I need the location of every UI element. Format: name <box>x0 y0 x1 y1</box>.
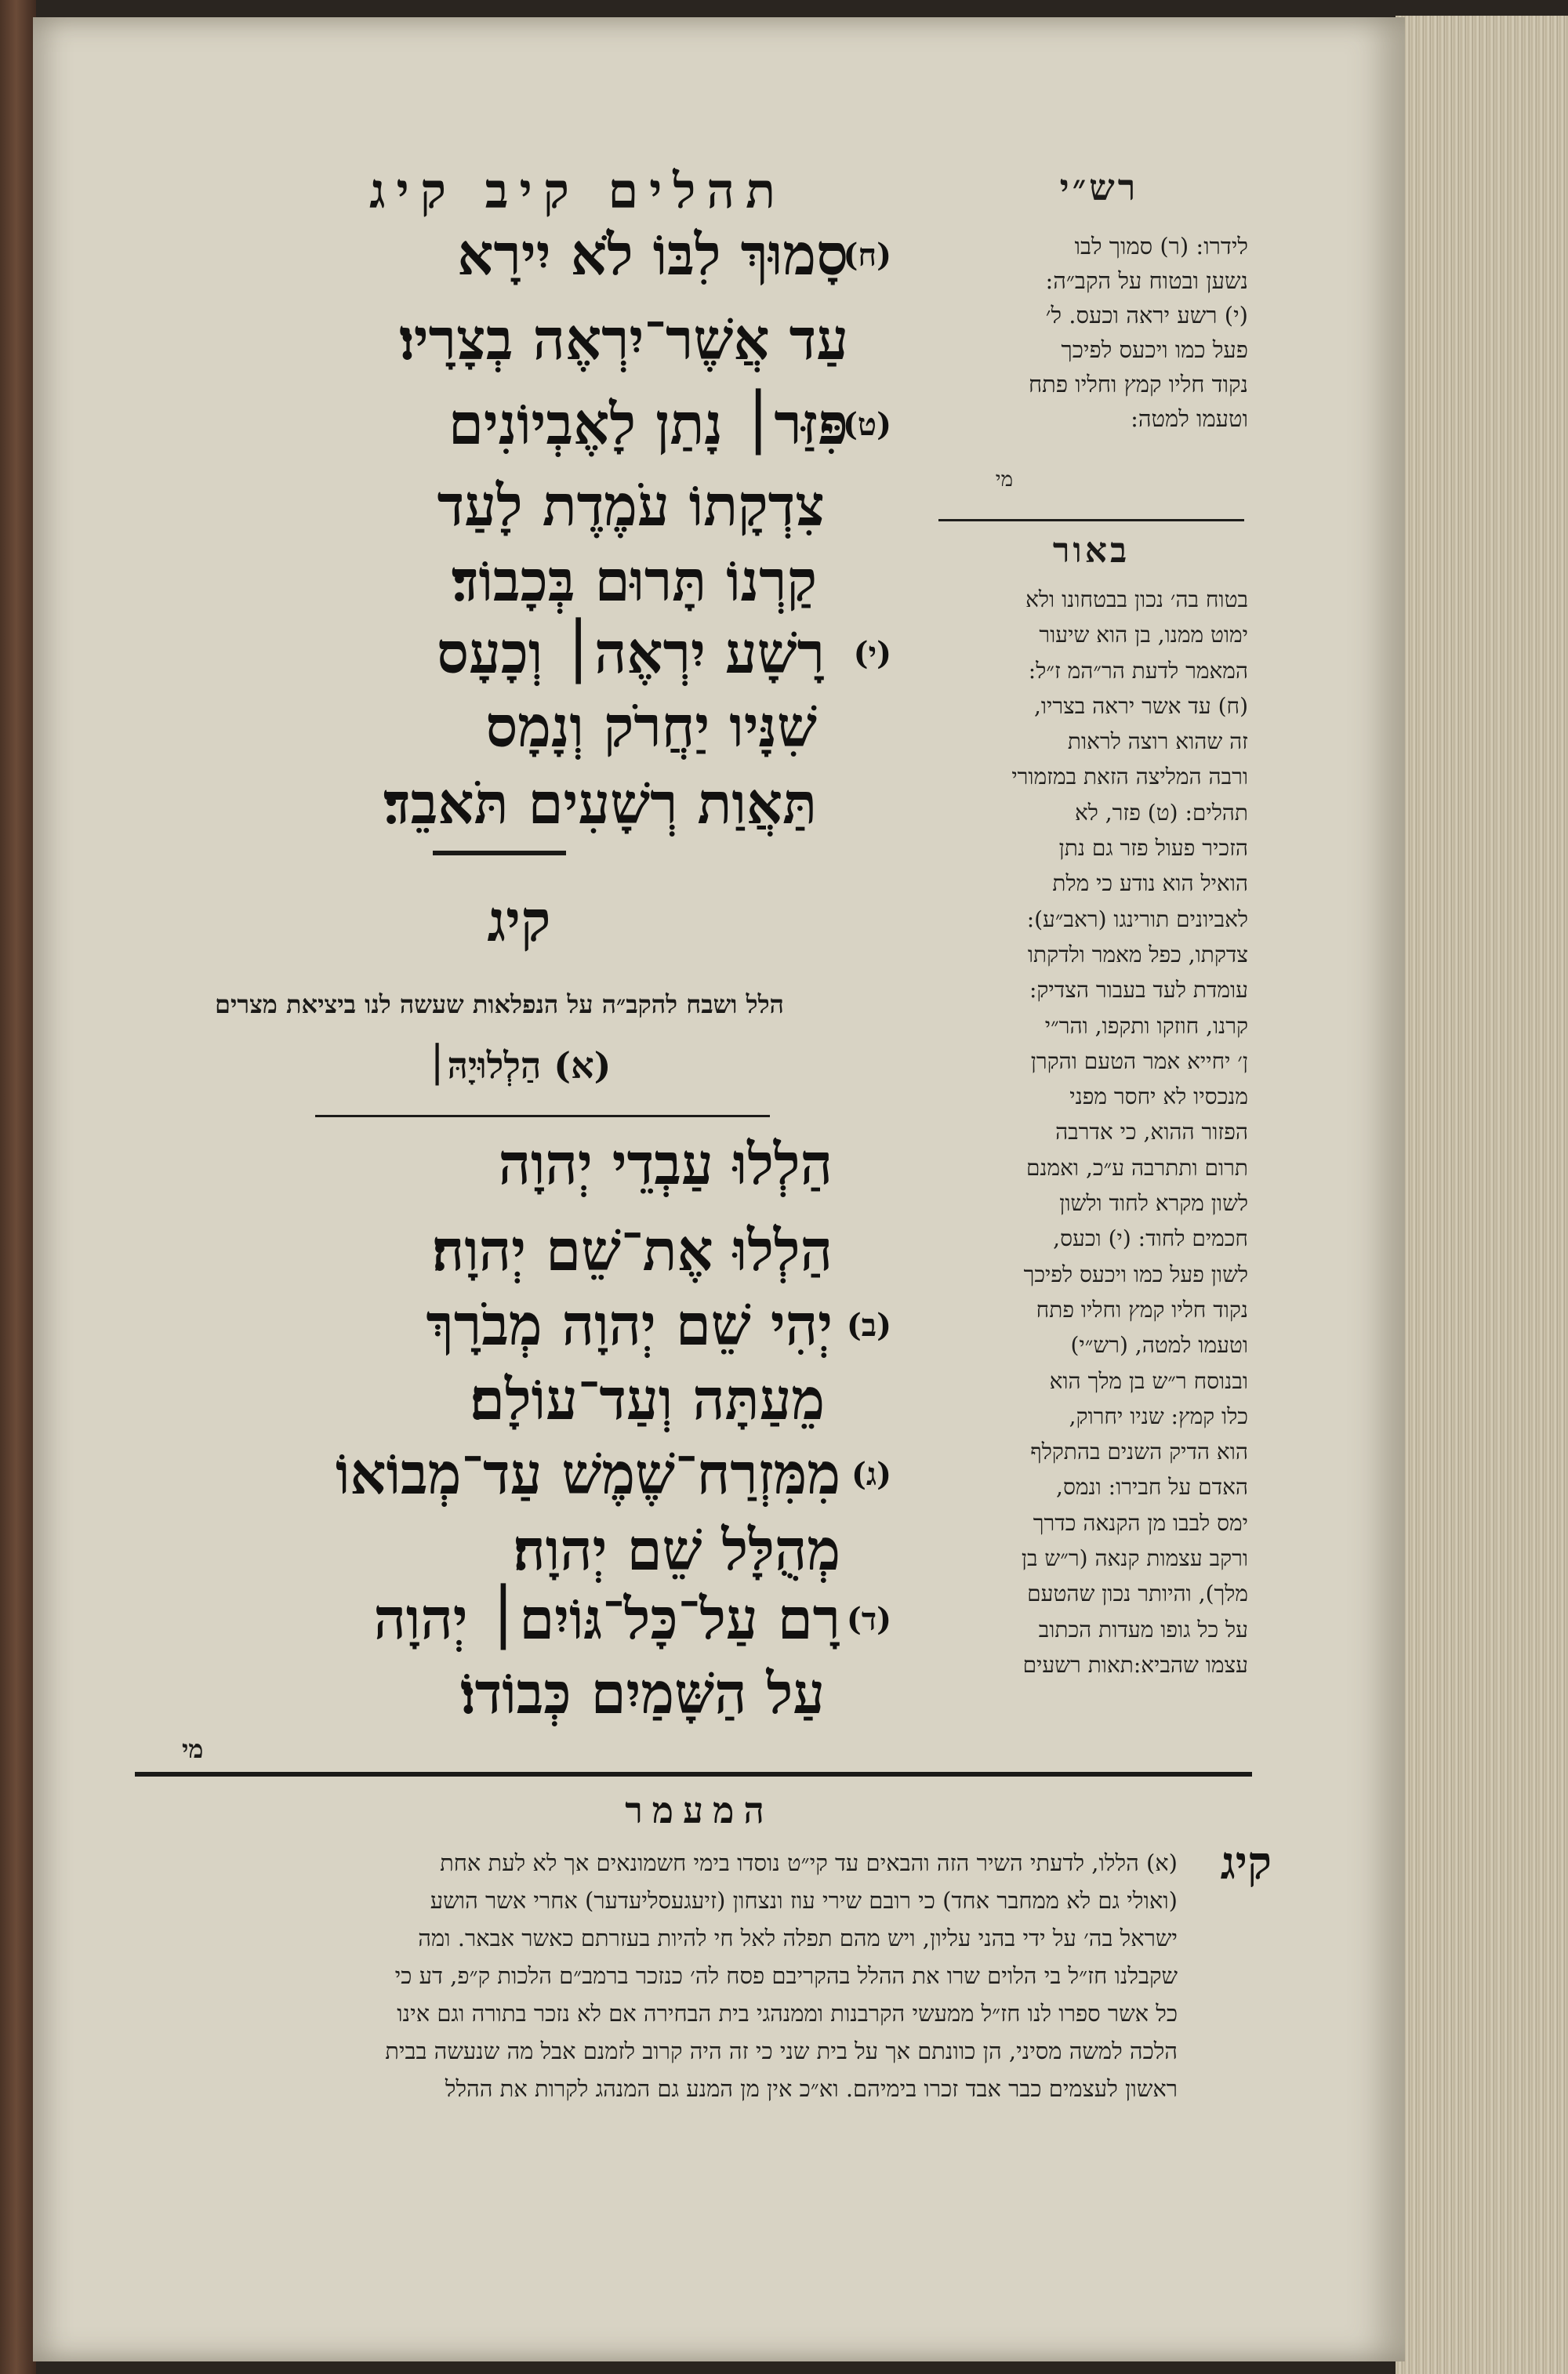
biur-line: ימוט ממנו, בן הוא שיעור <box>1039 622 1248 648</box>
biur-line: ן׳ יחייא אמר הטעם והקרן <box>1030 1047 1248 1074</box>
hameamer-line: ראשון לעצמים כבר אבד זכרו בימיהם. וא״כ אין מן המנע גם המנהג לקרות את ההלל <box>445 2075 1178 2102</box>
biur-line: מנכסיו לא יחסר מפני <box>1069 1084 1248 1110</box>
biur-heading: באור <box>1052 531 1131 571</box>
page-signature: מי <box>182 1734 204 1764</box>
biur-line: תרום ותתרבה ע״כ, ואמנם <box>1025 1154 1248 1181</box>
rashi-heading: רש״י <box>1059 166 1139 209</box>
rashi-commentary <box>935 229 1248 436</box>
chapter-divider <box>433 851 566 855</box>
verse-line: מֵעַתָּה וְעַד־עוֹלָם׃ <box>470 1366 825 1432</box>
rashi-line: נקוד חליו קמץ וחליו פתח <box>1029 371 1248 397</box>
biur-line: ובנוסח ר״ש בן מלך הוא <box>1049 1367 1248 1394</box>
biur-line: בטוח בה׳ נכון בבטחונו ולא <box>1025 586 1248 612</box>
biur-line: על כל גופו מעדות הכתוב <box>1038 1616 1248 1643</box>
hameamer-line: שקבלנו חז״ל בי הלוים שרו את ההלל בהקריבם פסח לה׳ כנזכר ברמב״ם הלכות ק״פ, דע כי <box>394 1962 1178 1989</box>
biur-line: מלך), והיותר נכון שהטעם <box>1027 1581 1248 1607</box>
verse-number: (י) <box>853 635 891 672</box>
verse-line: יְהִי שֵׁם יְהוָה מְבֹרָךְ <box>426 1291 833 1358</box>
rashi-line: וטעמו למטה: <box>1131 405 1248 432</box>
book-spine <box>0 0 36 2374</box>
biur-line: צדקתו, כפל מאמר ולדקתו <box>1027 941 1248 967</box>
rashi-divider <box>938 519 1244 521</box>
hameamer-heading: המעמר <box>625 1789 774 1831</box>
biur-line: האדם על חבירו: ונמס, <box>1056 1474 1248 1501</box>
biur-line: כלו קמץ: שניו יחרוק, <box>1069 1403 1248 1429</box>
biur-line: הואיל הוא נודע כי מלת <box>1052 870 1248 897</box>
rashi-signature: מי <box>995 468 1013 492</box>
biur-line: חכמים לחוד: (י) וכעס, <box>1053 1225 1248 1252</box>
biur-line: לשון פעל כמו ויכעס לפיכך <box>1023 1261 1248 1287</box>
rashi-line: פעל כמו ויכעס לפיכך <box>1061 336 1248 363</box>
book-page <box>33 17 1405 2361</box>
biur-line: המאמר לדעת הר״המ ז״ל: <box>1028 657 1248 684</box>
section-divider <box>315 1115 770 1117</box>
verse-line: צִדְקָתוֹ עֹמֶדֶת לָעַד <box>437 472 825 539</box>
verse-number: (ד) <box>846 1601 891 1638</box>
biur-line: נקוד חליו קמץ וחליו פתח <box>1036 1296 1248 1323</box>
biur-line: תהלים: (ט) פזר, לא <box>1074 799 1248 826</box>
biur-line: עומדת לעד בעבור הצדיק: <box>1029 977 1248 1004</box>
biur-line: ימס לבבו מן הקנאה כדרך <box>1033 1509 1248 1536</box>
running-header: תהלים קיב קיג <box>369 162 786 220</box>
rashi-line: (י) רשע יראה וכעס. ל׳ <box>1045 302 1248 329</box>
biur-line: קרנו, חוזקו ותקפו, והר״י <box>1044 1012 1248 1039</box>
verse-line: הַלְלוּ עַבְדֵי יְהוָה <box>498 1131 833 1197</box>
biur-line: הזכיר פעול פזר גם נתן <box>1058 835 1248 862</box>
hameamer-line: כל אשר ספרו לנו חז״ל ממעשי הקרבנות וממנהגי בית הבחירה אם לא נזכר בתורה וגם אינו <box>397 2000 1178 2027</box>
verse-line: סָמוּךְ לִבּוֹ לֹא יִירָא <box>457 221 848 288</box>
verse-line: רָם עַל־כָּל־גּוֹיִם׀ יְהוָה <box>373 1585 840 1652</box>
verse-line: תַּאֲוַת רְשָׁעִים תֹּאבֵד׃ <box>383 770 817 837</box>
verse-line: רָשָׁע יִרְאֶה׀ וְכָעָס <box>437 619 825 686</box>
verse-line: עַל הַשָּׁמַיִם כְּבוֹדוֹ׃ <box>460 1660 825 1726</box>
verse-line: הַלְלוּ אֶת־שֵׁם יְהוָה׃ <box>431 1217 833 1283</box>
biur-line: הפזור ההוא, כי אדרבה <box>1055 1119 1248 1145</box>
biur-line: לאביונים תורינגו (ראב״ע): <box>1026 906 1248 932</box>
biur-line: וטעמו למטה, (רש״י) <box>1070 1332 1248 1359</box>
verse-line: פִּזַּר׀ נָתַן לָאֶבְיוֹנִים <box>448 390 848 457</box>
verse-line: מִמִּזְרַח־שֶׁמֶשׁ עַד־מְבוֹאוֹ <box>335 1440 840 1507</box>
page-edges <box>1396 16 1568 2374</box>
rashi-line: לידרו: (ר) סמוך לבו <box>1074 233 1248 260</box>
biur-line: ורבה המליצה הזאת במזמורי <box>1011 764 1248 790</box>
hameamer-commentary <box>135 1844 1178 2107</box>
hameamer-chapter-label: קיג <box>1220 1836 1272 1889</box>
rashi-line: נשען ובטוח על הקב״ה: <box>1045 267 1248 294</box>
verse-number: (ב) <box>846 1307 891 1344</box>
hameamer-line: הלכה למשה מסיני, הן כוונתם אך על בית שני כי זה היה קרוב לזמנם אבל מה שנעשה בבית <box>385 2038 1178 2064</box>
biur-line: זה שהוא רוצה לראות <box>1067 728 1248 755</box>
biur-line: הוא הדיק השנים בהתקלף <box>1030 1439 1248 1465</box>
biur-commentary <box>935 582 1248 1758</box>
verse-line: עַד אֲשֶׁר־יִרְאֶה בְצָרָיו׃ <box>399 306 848 372</box>
hameamer-line: ישראל בה׳ על ידי בהני עליון, ויש מהם תפלה לאל חי להיות בעזרתם כאשר אבאר. ומה <box>418 1925 1178 1951</box>
chapter-summary: הלל ושבח להקב״ה על הנפלאות שעשה לנו ביציאת מצרים <box>215 989 784 1019</box>
biur-line: לשון מקרא לחוד ולשון <box>1059 1190 1248 1217</box>
biur-line: (ח) עד אשר יראה בצריו, <box>1033 692 1248 719</box>
verse-number: (ח) <box>843 237 891 274</box>
commentary-divider <box>135 1772 1252 1777</box>
biur-line: ורקב עצמות קנאה (ר״ש בן <box>1021 1545 1248 1572</box>
verse-line: מְהֻלָּל שֵׁם יְהוָה׃ <box>513 1516 840 1583</box>
hameamer-line: (א) הללו, לדעתי השיר הזה והבאים עד קי״ט נוסדו בימי חשמונאים אך לא לעת אחת <box>440 1849 1178 1876</box>
verse-line: שִׁנָּיו יַחֲרֹק וְנָמָס <box>485 693 817 760</box>
verse-number: (ט) <box>842 406 891 443</box>
halleluyah-opening: (א) הַלְלוּיָהּ׀ <box>426 1044 612 1087</box>
verse-line: קַרְנוֹ תָּרוּם בְּכָבוֹד׃ <box>451 547 817 614</box>
verse-number: (ג) <box>851 1456 891 1493</box>
hameamer-line: (ואולי גם לא ממחבר אחד) כי רובם שירי עוז ונצחון (זיעגעסליעדער) אחרי אשר הושע <box>430 1887 1178 1914</box>
biur-line: עצמו שהביא:תאות רשעים <box>1022 1651 1248 1678</box>
chapter-number: קיג <box>487 888 551 954</box>
